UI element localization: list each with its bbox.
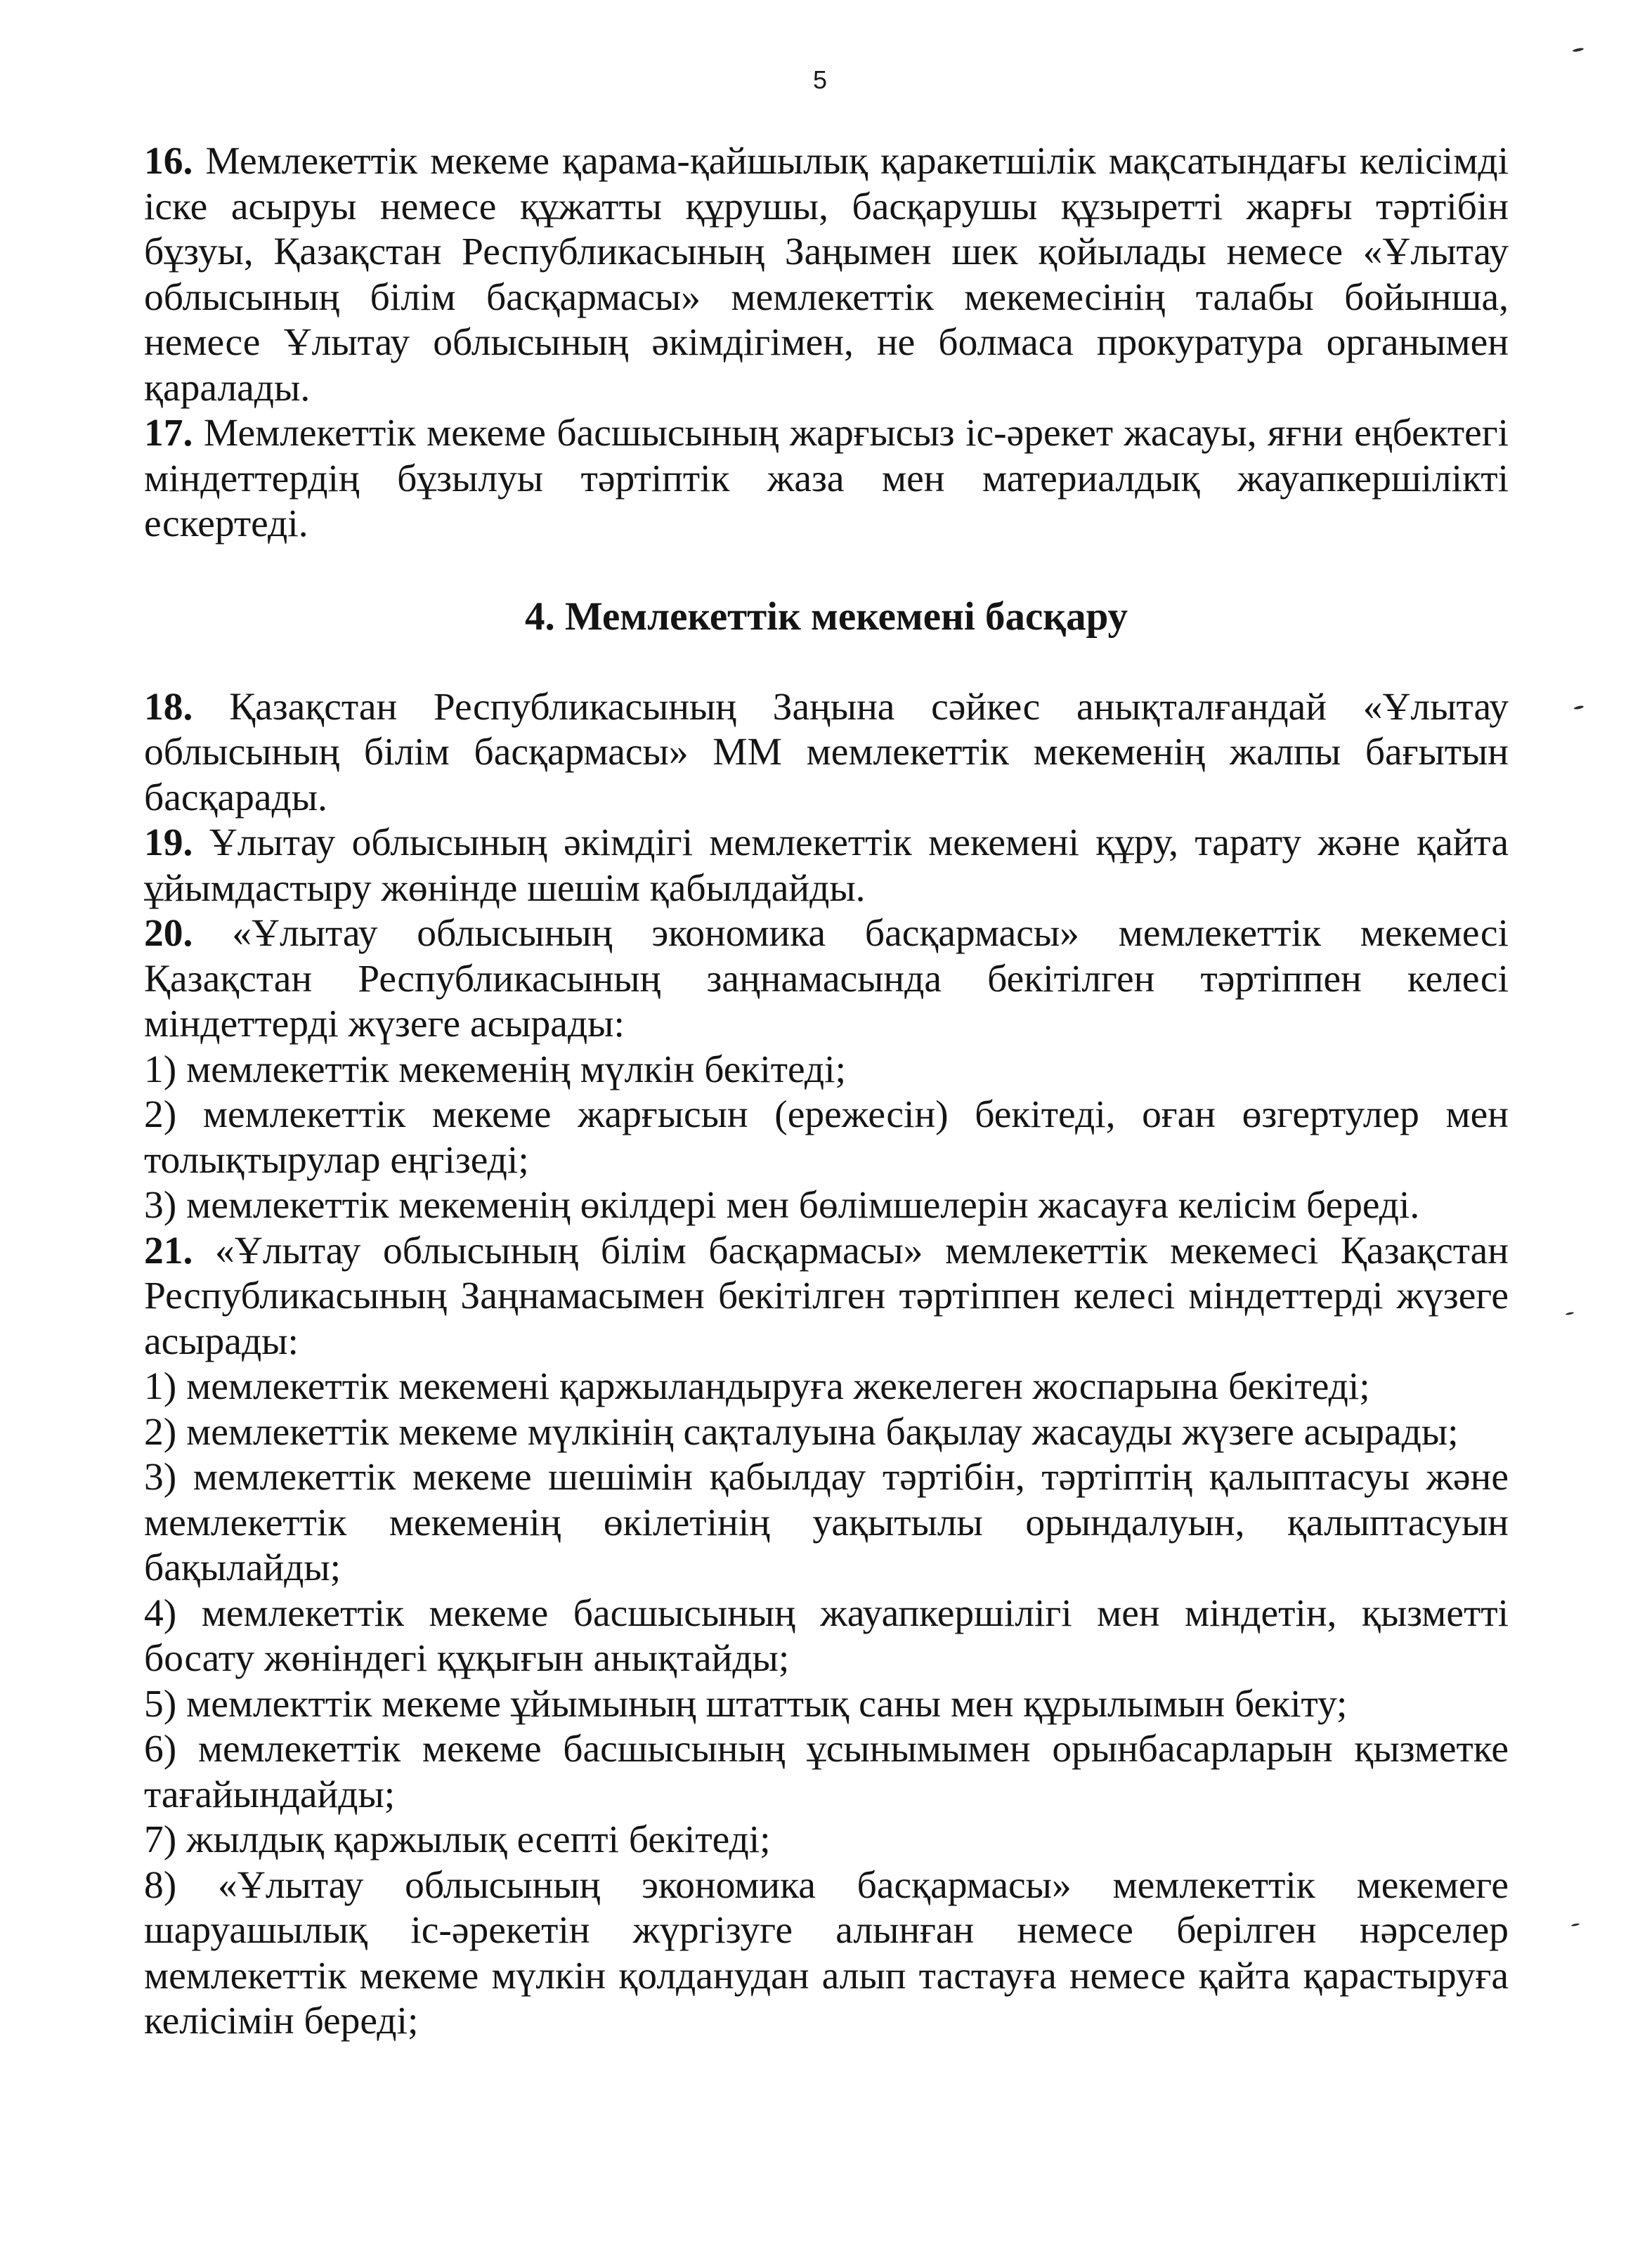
paragraph-18 [144,685,1509,821]
list-item: 2) мемлекеттік мекеме жарғысын (ережесін) бекітеді, оған өзгертулер мен толықтырулар еңгізеді; [144,1093,1509,1182]
paragraph-number: 20. [144,912,193,955]
paragraph-20 [144,911,1509,1048]
scan-artifact-mark [1566,1312,1574,1315]
list-item: 8) «Ұлытау облысының экономика басқармасы» мемлекеттік мекемеге шаруашылық іс-әрекетін жүргізуге алынған немесе берілген нәрселер мемлекеттік мекеме мүлкін қолданудан алып тастауға немесе қайта қарастыруға келісімін береді; [144,1863,1509,2042]
list-item: 3) мемлекеттік мекеме шешімін қабылдау тәртібін, тәртіптің қалыптасуы және мемлекеттік мекеменің өкілетінің уақытылы орындалуын, қалыптасуын бақылайды; [144,1456,1509,1589]
paragraph-number: 17. [144,412,193,455]
paragraph-number: 18. [144,685,193,729]
section-heading: 4. Мемлекеттік мекемені басқару [524,594,1128,639]
list-item: 6) мемлекеттік мекеме басшысының ұсынымымен орынбасарларын қызметке тағайындайды; [144,1728,1509,1816]
paragraph-text: Ұлытау облысының әкімдігі мемлекеттік мекемені құру, тарату және қайта ұйымдастыру жөнінде шешім қабылдайды. [144,821,1509,910]
list-item: 2) мемлекеттік мекеме мүлкінің сақталуына бақылау жасауды жүзеге асырады; [144,1410,1459,1454]
paragraph-16 [144,139,1509,411]
scan-artifact-mark [1573,47,1584,52]
paragraph-number: 16. [144,140,193,183]
paragraph-text: «Ұлытау облысының білім басқармасы» мемлекеттік мекемесі Қазақстан Республикасының Заңнамасымен бекітілген тәртіппен келесі міндеттерді жүзеге асырады: [144,1229,1509,1363]
list-item: 4) мемлекеттік мекеме басшысының жауапкершілігі мен міндетін, қызметті босату жөніндегі құқығын анықтайды; [144,1591,1509,1680]
list-item: 1) мемлекеттік мекеменің мүлкін бекітеді; [144,1048,846,1091]
paragraph-number: 21. [144,1229,193,1272]
list-item: 3) мемлекеттік мекеменің өкілдері мен бөлімшелерін жасауға келісім береді. [144,1184,1420,1227]
page-number: 5 [812,65,828,94]
paragraph-text: Мемлекеттік мекеме қарама-қайшылық қаракетшілік мақсатындағы келісімді іске асыруы немесе құжатты құрушы, басқарушы құзыретті жарғы тәртібін бұзуы, Қазақстан Республикасының Заңымен шек қойылады немесе «Ұлытау облысының білім басқармасы» мемлекеттік мекемесінің талабы бойынша, немесе Ұлытау облысының әкімдігімен, не болмаса прокуратура органымен қаралады. [144,140,1509,410]
paragraph-19 [144,821,1509,911]
document-body [144,139,1509,2045]
paragraph-21 [144,1229,1509,1365]
list-item: 1) мемлекеттік мекемені қаржыландыруға жекелеген жоспарына бекітеді; [144,1365,1370,1408]
paragraph-number: 19. [144,821,193,864]
paragraph-17 [144,411,1509,547]
scan-artifact-mark [1571,1923,1580,1927]
list-item: 7) жылдық қаржылық есепті бекітеді; [144,1818,771,1861]
paragraph-20-list [144,1048,1509,1229]
list-item: 5) мемлекттік мекеме ұйымының штаттық саны мен құрылымын бекіту; [144,1682,1348,1726]
paragraph-text: Қазақстан Республикасының Заңына сәйкес анықталғандай «Ұлытау облысының білім басқармасы» ММ мемлекеттік мекеменің жалпы бағытын басқарады. [144,685,1509,819]
paragraph-text: Мемлекеттік мекеме басшысының жарғысыз іс-әрекет жасауы, яғни еңбектегі міндеттердің бұзылуы тәртіптік жаза мен материалдық жауапкершілікті ескертеді. [144,412,1509,545]
paragraph-text: «Ұлытау облысының экономика басқармасы» мемлекеттік мекемесі Қазақстан Республикасының заңнамасында бекітілген тәртіппен келесі міндеттерді жүзеге асырады: [144,912,1509,1045]
paragraph-21-list [144,1364,1509,2045]
scan-artifact-mark [1574,705,1584,710]
